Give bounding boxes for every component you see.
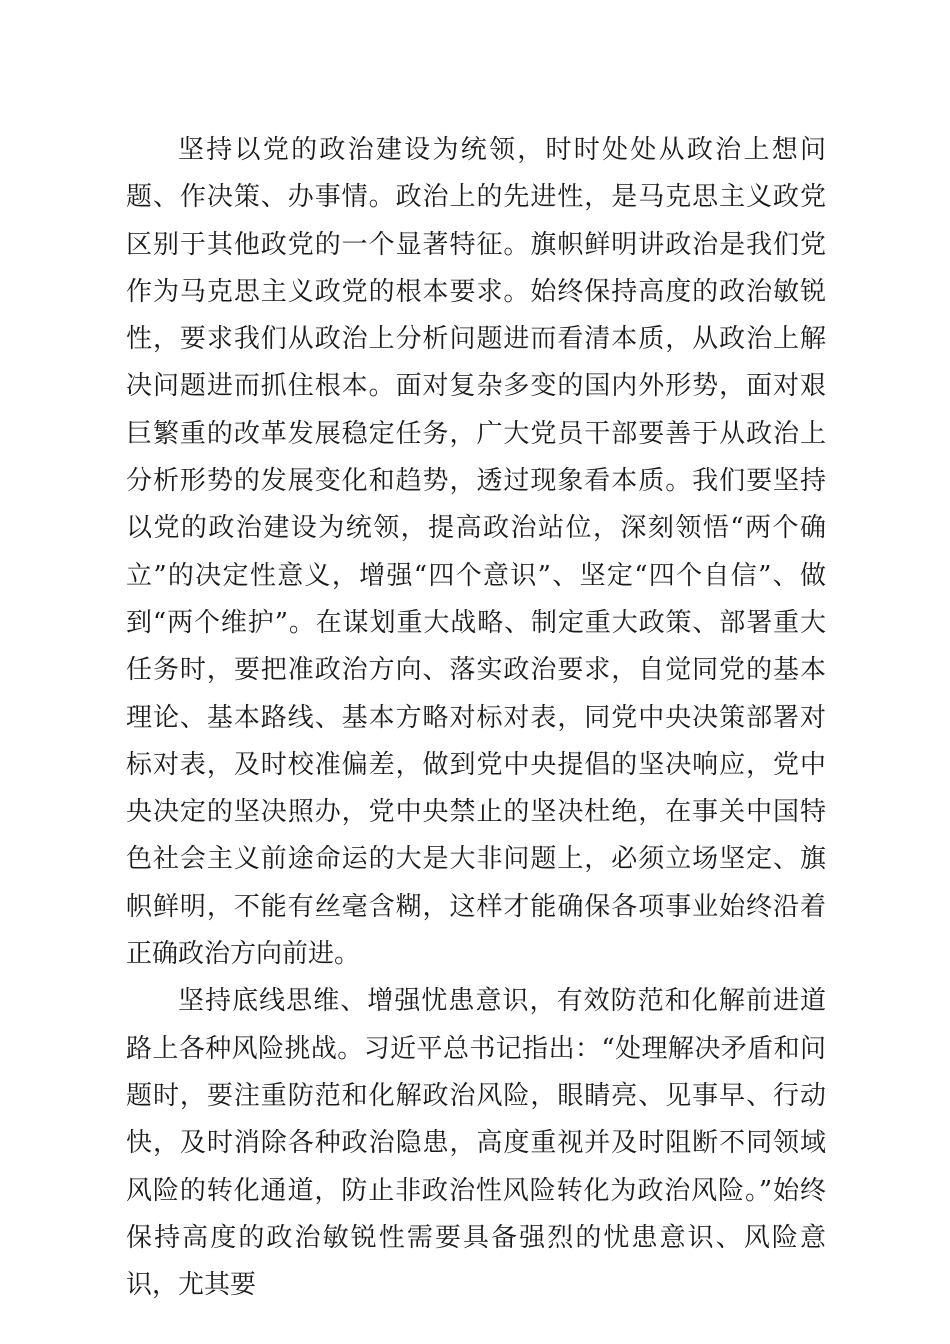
document-body xyxy=(126,127,826,1309)
paragraph-political-construction: 坚持以党的政治建设为统领，时时处处从政治上想问题、作决策、办事情。政治上的先进性，是马克思主义政党区别于其他政党的一个显著特征。旗帜鲜明讲政治是我们党作为马克思主义政党的根本要求。始终保持高度的政治敏锐性，要求我们从政治上分析问题进而看清本质，从政治上解决问题进而抓住根本。面对复杂多变的国内外形势，面对艰巨繁重的改革发展稳定任务，广大党员干部要善于从政治上分析形势的发展变化和趋势，透过现象看本质。我们要坚持以党的政治建设为统领，提高政治站位，深刻领悟“两个确立”的决定性意义，增强“四个意识”、坚定“四个自信”、做到“两个维护”。在谋划重大战略、制定重大政策、部署重大任务时，要把准政治方向、落实政治要求，自觉同党的基本理论、基本路线、基本方略对标对表，同党中央决策部署对标对表，及时校准偏差，做到党中央提倡的坚决响应，党中央决定的坚决照办，党中央禁止的坚决杜绝，在事关中国特色社会主义前途命运的大是大非问题上，必须立场坚定、旗帜鲜明，不能有丝毫含糊，这样才能确保各项事业始终沿着正确政治方向前进。 xyxy=(126,135,826,970)
paragraph-bottom-line-thinking: 坚持底线思维、增强忧患意识，有效防范和化解前进道路上各种风险挑战。习近平总书记指出：“处理解决矛盾和问题时，要注重防范和化解政治风险，眼睛亮、见事早、行动快，及时消除各种政治隐患，高度重视并及时阻断不同领域风险的转化通道，防止非政治性风险转化为政治风险。”始终保持高度的政治敏锐性需要具备强烈的忧患意识、风险意识，尤其要 xyxy=(126,986,826,1301)
